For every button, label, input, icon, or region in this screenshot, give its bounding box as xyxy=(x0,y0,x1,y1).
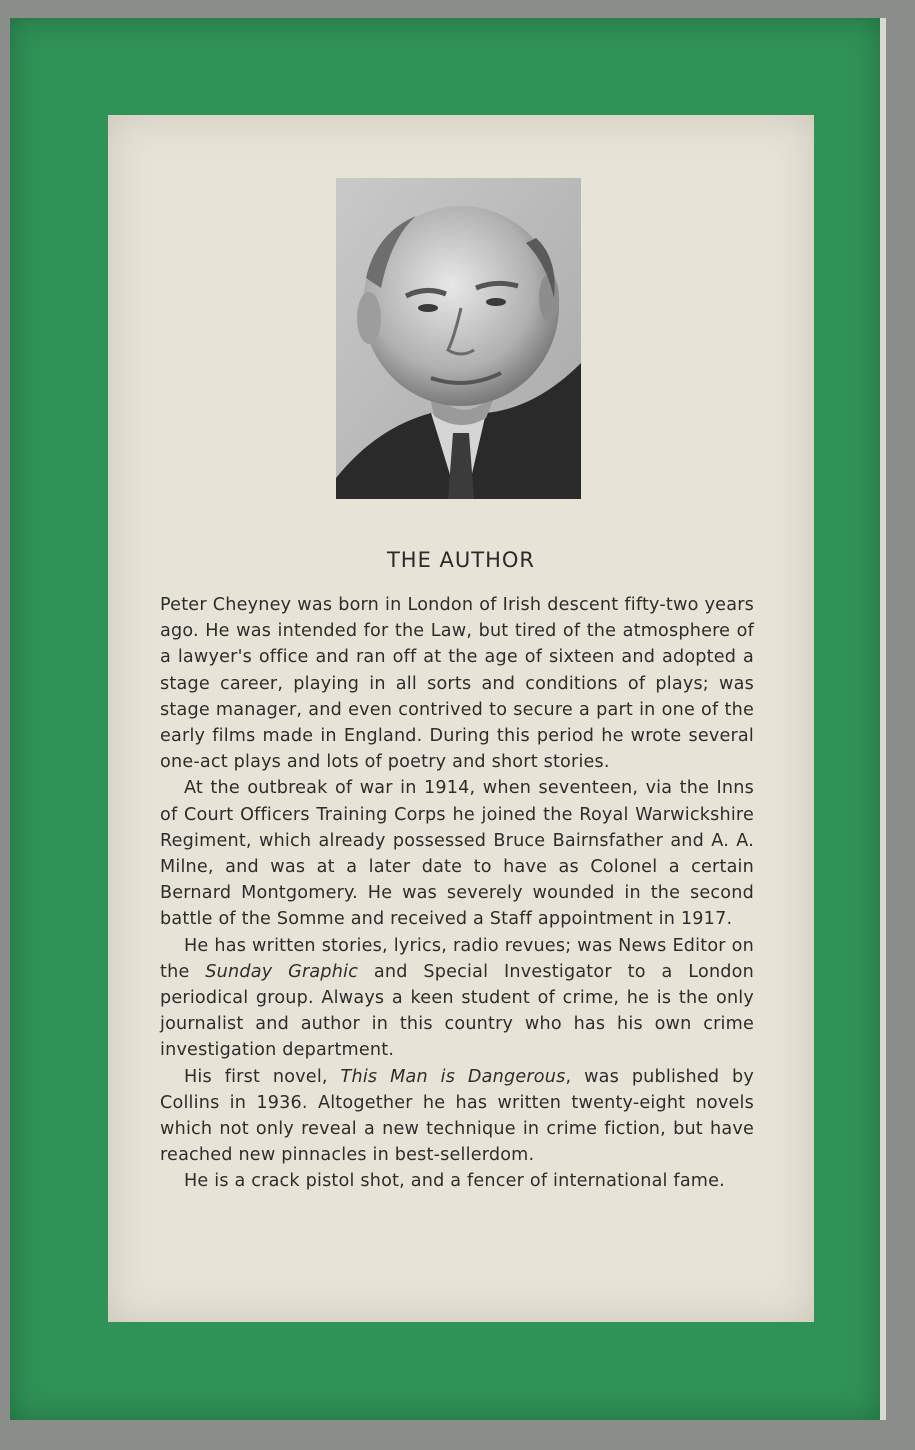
bio-paragraph-1: Peter Cheyney was born in London of Irish descent fifty-two years ago. He was intended for the Law, but tired of the atmosphere of a lawyer's office and ran off at the age of sixteen and adopted a stage career, playing in all sorts and conditions of plays; was stage manager, and even contrived to secure a part in one of the early films made in England. During this period he wrote several one-act plays and lots of poetry and short stories. xyxy=(160,595,754,773)
bio-paragraph-2: At the outbreak of war in 1914, when seventeen, via the Inns of Court Officers Training Corps he joined the Royal Warwickshire Regiment, which already possessed Bruce Bairnsfather and A. A. Milne, and was at a later date to have as Colonel a certain Bernard Montgomery. He was severely wounded in the second battle of the Somme and received a Staff appointment in 1917. xyxy=(160,778,754,930)
bio-paragraph-4-part-a: His first novel, xyxy=(184,1066,341,1087)
author-biography xyxy=(160,592,754,1195)
novel-title: This Man is Dangerous xyxy=(340,1066,566,1087)
author-portrait xyxy=(336,178,581,499)
portrait-image xyxy=(336,178,581,499)
section-heading: THE AUTHOR xyxy=(386,548,536,572)
bio-paragraph-4 xyxy=(160,1064,754,1169)
bio-paragraph-4-part-b: , was published by Collins in 1936. Altogether he has written twenty-eight novels which not only reveal a new technique in crime fiction, but have reached new pinnacles in best-sellerdom. xyxy=(160,1066,754,1166)
bio-paragraph-3-part-b: and Special Investigator to a London periodical group. Always a keen student of crime, he is the only journalist and author in this country who has his own crime investigation department. xyxy=(160,961,754,1061)
bio-paragraph-5: He is a crack pistol shot, and a fencer of international fame. xyxy=(184,1171,725,1192)
bio-paragraph-3 xyxy=(160,933,754,1064)
bio-paragraph-3-part-a: He has written stories, lyrics, radio revues; was News Editor on the xyxy=(160,935,754,982)
newspaper-title: Sunday Graphic xyxy=(205,961,359,982)
